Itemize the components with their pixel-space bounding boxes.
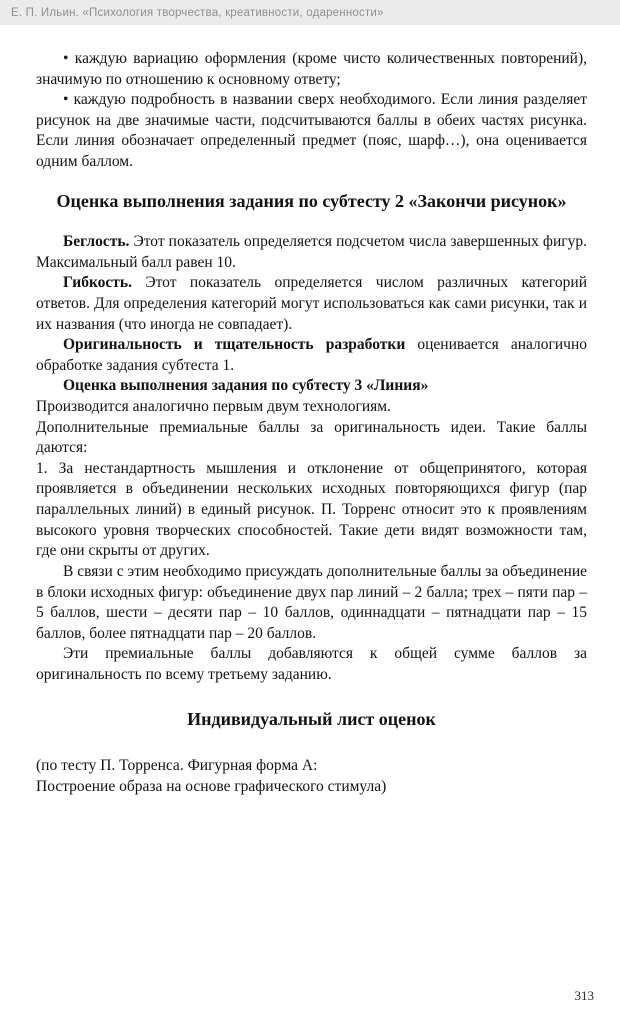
text-originality: оценивается аналогично обработке задания субтеста 1. [36,336,587,374]
note-test-line2: Построение образа на основе графического стимула) [36,777,387,795]
section-heading-subtest2: Оценка выполнения задания по субтесту 2 «Закончи рисунок» [56,190,567,211]
term-fluency: Беглость. [63,233,130,251]
text-fluency: Этот показатель определяется подсчетом числа завершенных фигур. Максимальный балл равен 10. [36,233,587,271]
paragraph-block-scoring: В связи с этим необходимо присуждать дополнительные баллы за объединение в блоки исходных фигур: объединение двух пар линий – 2 балла; трех – пяти пар – 5 баллов, шести – десяти пар – 10 баллов, одиннадцати – пятнадцати пар – 15 баллов, более пятнадцати пар – 20 баллов. [36,562,587,642]
paragraph-nonstandard-thinking: 1. За нестандартность мышления и отклонение от общепринятого, которая проявляется в объединении нескольких исходных повторяющихся фигур (пар параллельных линий) в единый рисунок. П. Торренс относит это к проявлениям высокого уровня творческих способностей. Такие дети видят возможности там, где они скрыты от других. [36,459,587,560]
running-header-text: Е. П. Ильин. «Психология творчества, креативности, одаренности» [11,6,384,19]
paragraph-bonus-sum: Эти премиальные баллы добавляются к общей сумме баллов за оригинальность по всему третьему заданию. [36,645,587,683]
section-heading-individual-sheet: Индивидуальный лист оценок [187,708,436,729]
inline-heading-subtest3: Оценка выполнения задания по субтесту 3 «Линия» [63,377,429,395]
paragraph-originality [36,335,587,376]
paragraph-flexibility [36,273,587,335]
bullet-item-variation: • каждую вариацию оформления (кроме чисто количественных повторений), значимую по отношению к основному ответу; [36,50,587,88]
note-test-line1: (по тесту П. Торренса. Фигурная форма А: [36,757,318,775]
term-originality: Оригинальность и тщательность разработки [63,336,406,354]
paragraph-bonus-intro: Дополнительные премиальные баллы за оригинальность идеи. Такие баллы даются: [36,418,587,457]
page-number: 313 [574,988,594,1003]
term-flexibility: Гибкость. [63,274,132,292]
paragraph-fluency [36,232,587,273]
paragraph-method: Производится аналогично первым двум технологиям. [36,398,391,416]
text-flexibility: Этот показатель определяется числом различных категорий ответов. Для определения категорий могут использоваться как сами рисунки, так и их названия (что иногда не совпадает). [36,274,587,333]
bullet-item-detail: • каждую подробность в названии сверх необходимого. Если линия разделяет рисунок на две значимые части, подсчитываются баллы в обеих частях рисунка. Если линия обозначает определенный предмет (пояс, шарф…), она оценивается одним баллом. [36,91,587,171]
page-content [36,25,587,797]
running-header [0,0,620,25]
